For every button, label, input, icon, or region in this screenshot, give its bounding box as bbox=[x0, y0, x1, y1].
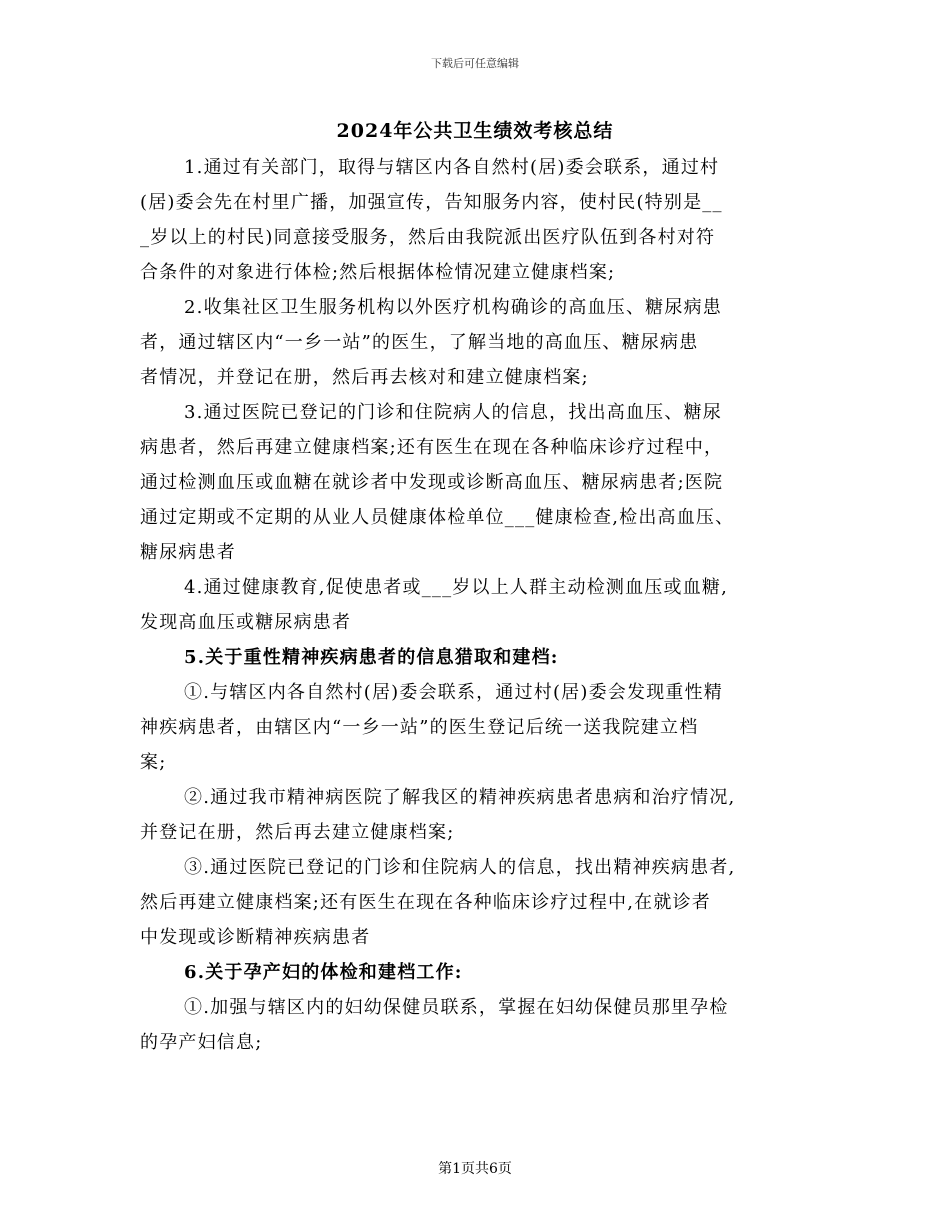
paragraph-line: 4.通过健康教育,促使患者或___岁以上人群主动检测血压或血糖, bbox=[184, 577, 729, 598]
paragraph-line: 通过检测血压或血糖在就诊者中发现或诊断高血压、糖尿病患者;医院 bbox=[140, 472, 724, 493]
paragraph-line: 神疾病患者，由辖区内“一乡一站”的医生登记后统一送我院建立档 bbox=[140, 717, 699, 738]
paragraph-line: 通过定期或不定期的从业人员健康体检单位___健康检查,检出高血压、 bbox=[140, 507, 735, 528]
paragraph-line: ②.通过我市精神病医院了解我区的精神疾病患者患病和治疗情况, bbox=[184, 787, 736, 808]
paragraph-line: 合条件的对象进行体检;然后根据体检情况建立健康档案; bbox=[140, 262, 616, 283]
paragraph-line: 案; bbox=[140, 752, 167, 773]
paragraph-line: 2.收集社区卫生服务机构以外医疗机构确诊的高血压、糖尿病患 bbox=[184, 297, 722, 318]
paragraph-line: 然后再建立健康档案;还有医生在现在各种临床诊疗过程中,在就诊者 bbox=[140, 892, 711, 913]
paragraph-line: 糖尿病患者 bbox=[140, 542, 236, 563]
paragraph-line: 病患者，然后再建立健康档案;还有医生在现在各种临床诊疗过程中， bbox=[140, 437, 724, 458]
paragraph-line: 中发现或诊断精神疾病患者 bbox=[140, 927, 371, 948]
page-footer: 第1页共6页 bbox=[438, 1161, 512, 1177]
paragraph-line: 者，通过辖区内“一乡一站”的医生，了解当地的高血压、糖尿病患 bbox=[140, 332, 699, 353]
paragraph-line: 1.通过有关部门，取得与辖区内各自然村(居)委会联系，通过村 bbox=[184, 157, 720, 178]
paragraph-line: _岁以上的村民)同意接受服务，然后由我院派出医疗队伍到各村对符 bbox=[140, 227, 716, 248]
paragraph-line: ③.通过医院已登记的门诊和住院病人的信息，找出精神疾病患者, bbox=[184, 857, 736, 878]
paragraph-line: 者情况，并登记在册，然后再去核对和建立健康档案; bbox=[140, 367, 589, 388]
paragraph-line: ①.与辖区内各自然村(居)委会联系，通过村(居)委会发现重性精 bbox=[184, 682, 724, 703]
header-note: 下载后可任意编辑 bbox=[431, 57, 519, 70]
section-heading: 6.关于孕产妇的体检和建档工作: bbox=[184, 962, 463, 983]
document-body bbox=[140, 150, 820, 1060]
paragraph-line: 发现高血压或糖尿病患者 bbox=[140, 612, 352, 633]
section-heading: 5.关于重性精神疾病患者的信息猎取和建档: bbox=[184, 647, 559, 668]
paragraph-line: ①.加强与辖区内的妇幼保健员联系，掌握在妇幼保健员那里孕检 bbox=[184, 997, 729, 1018]
paragraph-line: (居)委会先在村里广播，加强宣传，告知服务内容，使村民(特别是__ bbox=[140, 192, 723, 213]
paragraph-line: 3.通过医院已登记的门诊和住院病人的信息，找出高血压、糖尿 bbox=[184, 402, 722, 423]
paragraph-line: 并登记在册，然后再去建立健康档案; bbox=[140, 822, 455, 843]
paragraph-line: 的孕产妇信息; bbox=[140, 1032, 263, 1053]
page-title: 2024年公共卫生绩效考核总结 bbox=[336, 120, 614, 142]
